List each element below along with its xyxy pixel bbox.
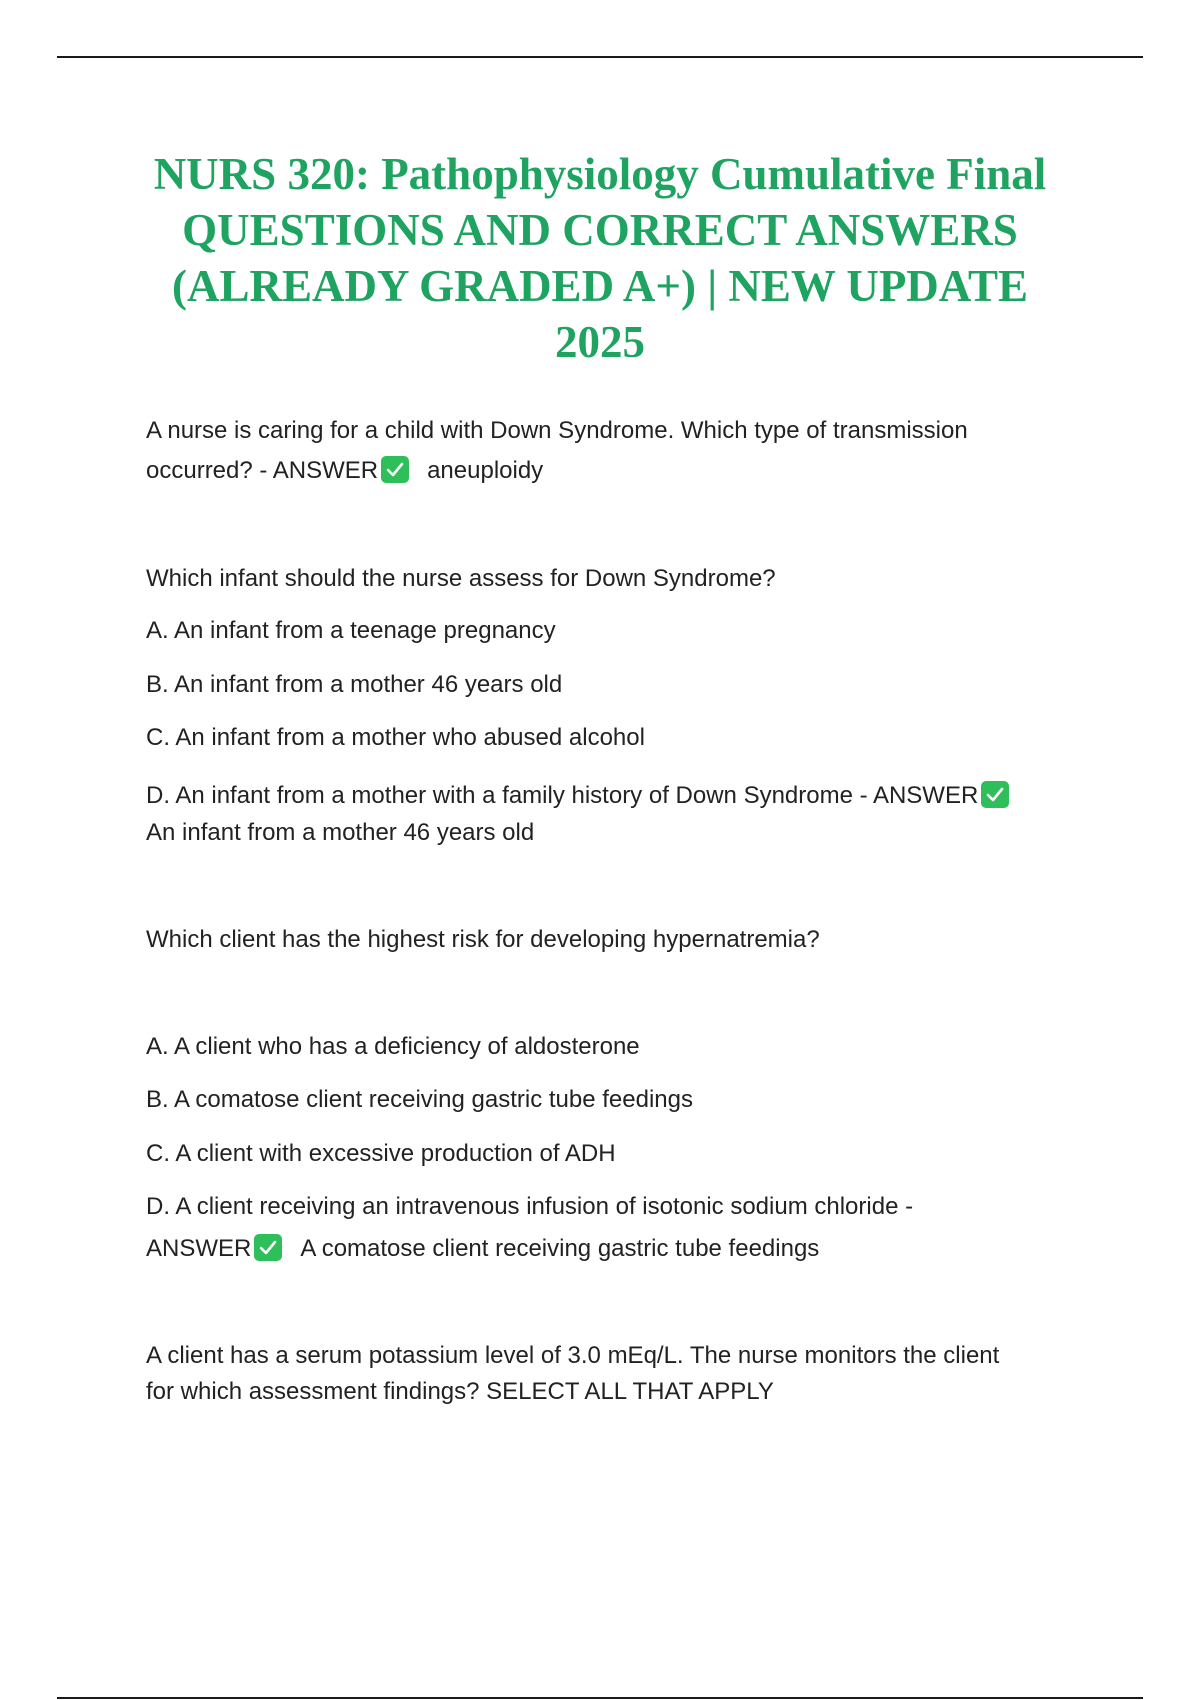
checkmark-icon: [254, 1234, 282, 1261]
top-rule: [57, 56, 1143, 58]
q2-option-b: B. An infant from a mother 46 years old: [146, 671, 563, 698]
q4-question-line1: A client has a serum potassium level of 3.0 mEq/L. The nurse monitors the client: [146, 1342, 1000, 1369]
q2-option-a: A. An infant from a teenage pregnancy: [146, 617, 556, 644]
document-title: NURS 320: Pathophysiology Cumulative Final QUESTIONS AND CORRECT ANSWERS (ALREADY GRADED A+) | NEW UPDATE 2025: [153, 149, 1047, 367]
q3-option-c: C. A client with excessive production of ADH: [146, 1140, 616, 1167]
q1-question-line1: A nurse is caring for a child with Down Syndrome. Which type of transmission: [146, 417, 968, 444]
q4-question-line2: for which assessment findings? SELECT ALL THAT APPLY: [146, 1378, 774, 1405]
q3-option-b: B. A comatose client receiving gastric tube feedings: [146, 1086, 693, 1113]
q3-option-a: A. A client who has a deficiency of aldosterone: [146, 1033, 640, 1060]
checkmark-icon: [981, 781, 1009, 808]
q3-answer: A comatose client receiving gastric tube feedings: [300, 1235, 820, 1262]
q2-answer: An infant from a mother 46 years old: [146, 819, 535, 846]
q3-question: Which client has the highest risk for developing hypernatremia?: [146, 926, 820, 953]
q1-answer: aneuploidy: [427, 457, 544, 484]
q3-option-d: D. A client receiving an intravenous infusion of isotonic sodium chloride -: [146, 1193, 914, 1220]
q2-option-d: [146, 781, 1013, 811]
q1-question-line2: [146, 456, 543, 486]
q3-answer-line: [146, 1234, 819, 1264]
q2-option-d-text: D. An infant from a mother with a family history of Down Syndrome - ANSWER: [146, 782, 979, 809]
q2-option-c: C. An infant from a mother who abused alcohol: [146, 724, 645, 751]
q1-answer-label: occurred? - ANSWER: [146, 457, 379, 484]
q3-answer-label: ANSWER: [146, 1235, 252, 1262]
bottom-rule: [57, 1697, 1143, 1699]
q2-question: Which infant should the nurse assess for Down Syndrome?: [146, 565, 776, 592]
checkmark-icon: [381, 456, 409, 483]
